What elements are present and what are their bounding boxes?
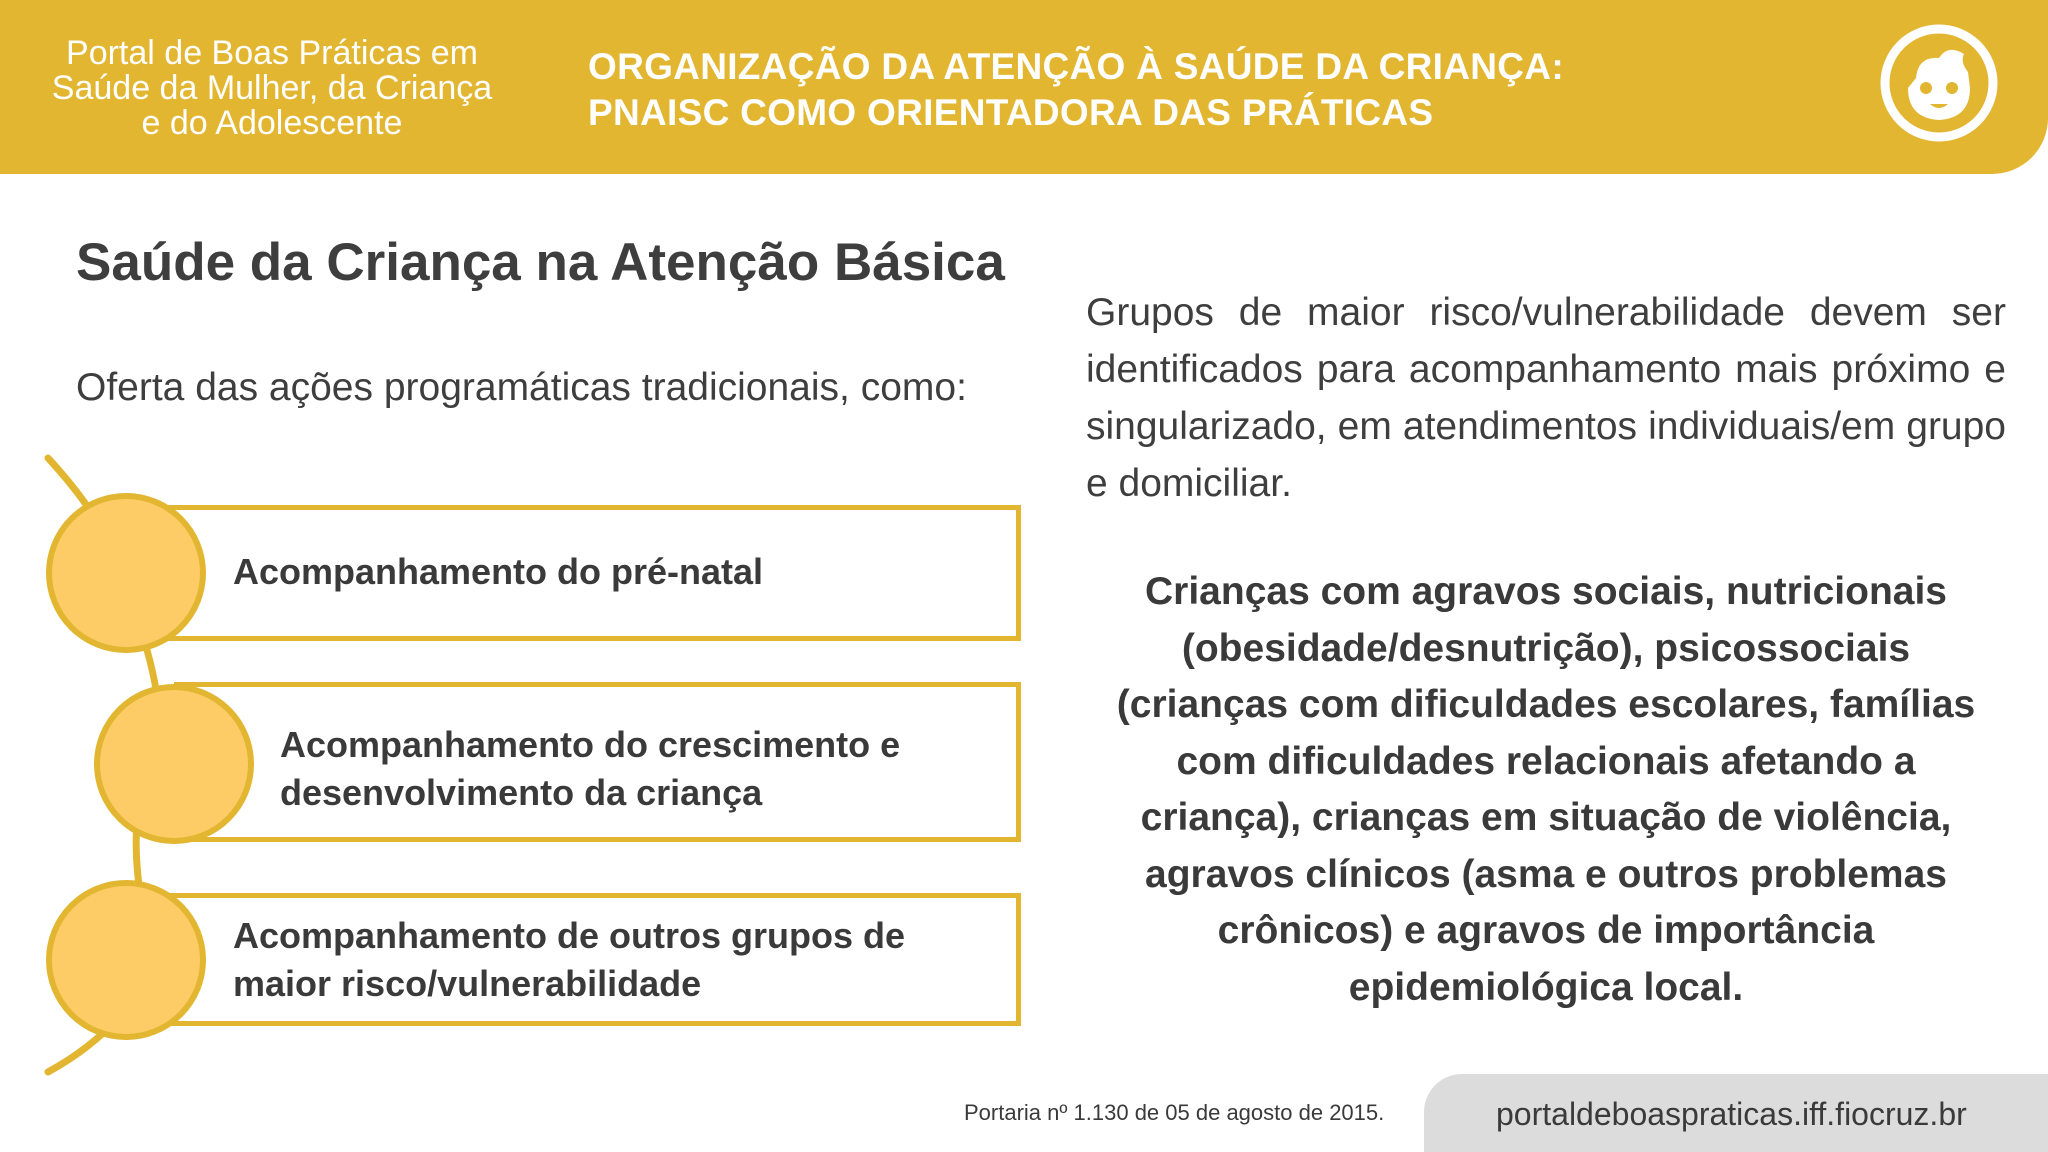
footer-url-link[interactable]: portaldeboaspraticas.iff.fiocruz.br xyxy=(1496,1096,1967,1132)
action-card-line: Acompanhamento do pré-natal xyxy=(233,551,764,592)
action-bullet-circle xyxy=(46,880,206,1040)
risk-groups-line: agravos clínicos (asma e outros problemas xyxy=(1145,852,1947,896)
portal-title xyxy=(50,36,494,141)
action-card-line: Acompanhamento de outros grupos de xyxy=(233,915,906,956)
risk-groups-line: epidemiológica local. xyxy=(1348,965,1744,1009)
portal-title-line: Portal de Boas Práticas em xyxy=(66,34,478,72)
action-card xyxy=(174,682,1021,842)
slide-title xyxy=(588,44,1788,136)
footer-note: Portaria nº 1.130 de 05 de agosto de 2015. xyxy=(964,1100,1385,1125)
header-bar xyxy=(0,0,2048,174)
actions-timeline xyxy=(0,440,1060,1090)
action-card xyxy=(125,893,1021,1026)
risk-groups-line: (obesidade/desnutrição), psicossociais xyxy=(1181,626,1911,670)
slide-title-line: PNAISC COMO ORIENTADORA DAS PRÁTICAS xyxy=(588,92,1434,133)
action-card-line: Acompanhamento do crescimento e xyxy=(280,724,901,765)
child-face-icon xyxy=(1878,22,2000,144)
portal-title-line: e do Adolescente xyxy=(141,104,403,142)
risk-groups-line: criança), crianças em situação de violência, xyxy=(1140,796,1952,839)
risk-groups-paragraph: Grupos de maior risco/vulnerabilidade devem ser identificados para acompanhamento mais próximo e singularizado, em atendimentos individuais/em grupo e domiciliar. xyxy=(1086,291,2006,505)
action-card-text xyxy=(233,912,905,1008)
action-card xyxy=(125,505,1021,641)
portal-title-line: Saúde da Mulher, da Criança xyxy=(51,69,493,107)
intro-text: Oferta das ações programáticas tradicionais, como: xyxy=(76,366,967,409)
action-card-line: desenvolvimento da criança xyxy=(280,772,763,813)
risk-groups-list xyxy=(1086,564,2006,1016)
risk-groups-line: crônicos) e agravos de importância xyxy=(1217,909,1875,952)
footer-bar xyxy=(1424,1074,2048,1152)
action-bullet-circle xyxy=(46,493,206,653)
action-bullet-circle xyxy=(94,684,254,844)
action-card-line: maior risco/vulnerabilidade xyxy=(233,963,702,1004)
risk-groups-line: com dificuldades relacionais afetando a xyxy=(1176,739,1916,783)
slide-title-line: ORGANIZAÇÃO DA ATENÇÃO À SAÚDE DA CRIANÇA: xyxy=(588,46,1564,87)
action-card-text xyxy=(280,721,900,817)
risk-groups-line: (crianças com dificuldades escolares, famílias xyxy=(1116,683,1976,726)
risk-groups-line: Crianças com agravos sociais, nutricionais xyxy=(1145,570,1947,613)
action-card-text xyxy=(233,548,763,596)
section-heading: Saúde da Criança na Atenção Básica xyxy=(76,233,1005,292)
